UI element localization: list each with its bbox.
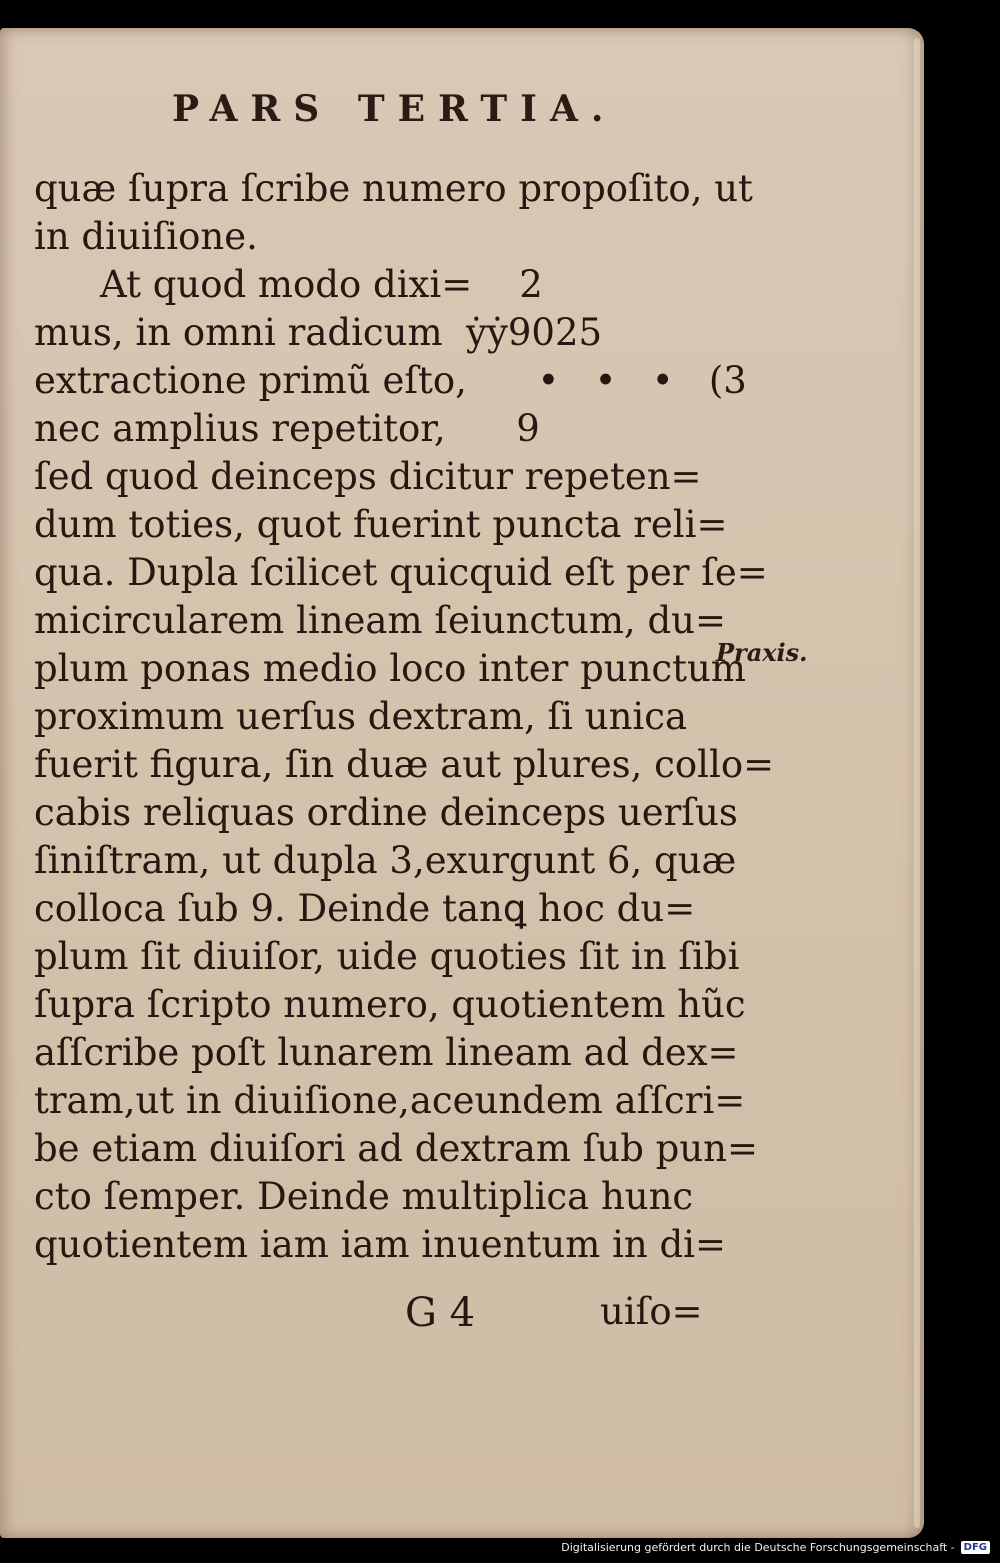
text-line: ſed quod deinceps dicitur repeten= [34, 455, 702, 498]
text-line: quæ ſupra ſcribe numero propoſito, ut [34, 167, 753, 210]
text-line: ſupra ſcripto numero, quotientem hũc [34, 983, 746, 1026]
text-line: aſſcribe poſt lunarem lineam ad dex= [34, 1031, 739, 1074]
running-title: PARS TERTIA. [172, 88, 617, 130]
digitization-credit [561, 1537, 990, 1557]
text-line: cabis reliquas ordine deinceps uerſus [34, 791, 738, 834]
text-line: be etiam diuiſori ad dextram ſub pun= [34, 1127, 759, 1170]
text-line: plum ſit diuiſor, uide quoties ſit in ſibi [34, 935, 740, 978]
text-line: cto ſemper. Deinde multiplica hunc [34, 1175, 694, 1218]
book-page [0, 28, 924, 1538]
marginal-note: Praxis. [716, 638, 808, 667]
text-line: quotientem iam iam inuentum in di= [34, 1223, 727, 1266]
text-line: colloca ſub 9. Deinde tanꝗ hoc du= [34, 887, 696, 930]
text-line: fuerit figura, ſin duæ aut plures, collo= [34, 743, 775, 786]
text-line: ſiniſtram, ut dupla 3,exurgunt 6, quæ [34, 839, 737, 882]
dfg-logo-icon: DFG [961, 1541, 990, 1554]
text-line: nec amplius repetitor, 9 [34, 407, 540, 450]
text-line: proximum uerſus dextram, ſi unica [34, 695, 688, 738]
text-line: in diuiſione. [34, 215, 258, 258]
text-line: tram,ut in diuiſione,aceundem aſſcri= [34, 1079, 746, 1122]
credit-text: Digitalisierung gefördert durch die Deutsche Forschungsgemeinschaft - [561, 1540, 955, 1554]
text-line: mus, in omni radicum ẏẏ9025 [34, 311, 603, 354]
text-line: At quod modo dixi= 2 [100, 263, 543, 306]
catchword: uiſo= [600, 1290, 703, 1333]
signature-mark: G 4 [405, 1290, 476, 1336]
text-line: qua. Dupla ſcilicet quicquid eſt per ſe= [34, 551, 768, 594]
text-line: plum ponas medio loco inter punctum [34, 647, 746, 690]
text-line: extractione primũ eſto, • • • (3 [34, 359, 747, 402]
text-line: micircularem lineam ſeiunctum, du= [34, 599, 726, 642]
text-line: dum toties, quot fuerint puncta reli= [34, 503, 728, 546]
